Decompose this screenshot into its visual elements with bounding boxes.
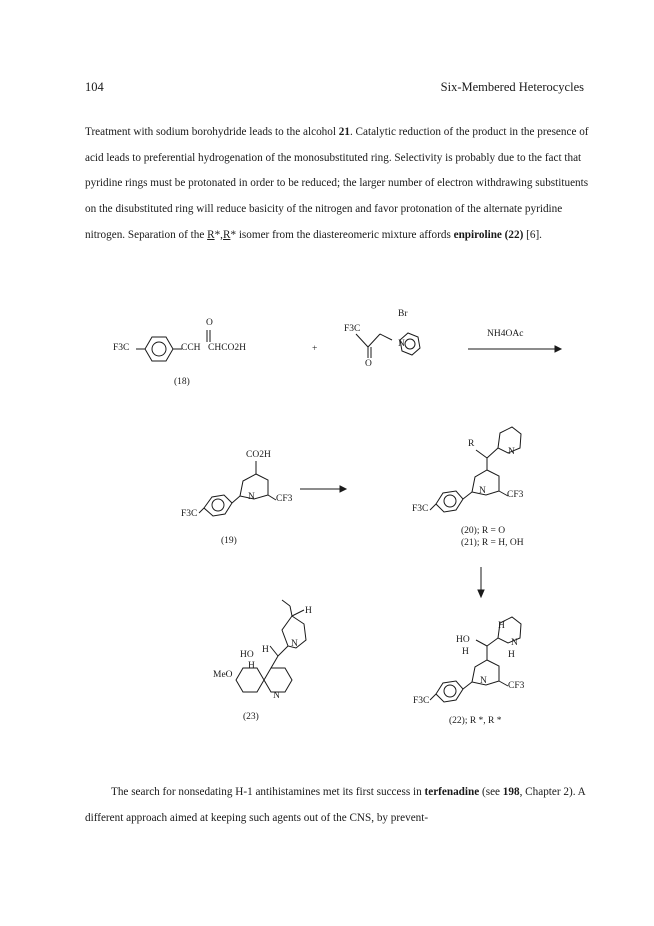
atom-meo: MeO [213,670,233,680]
atom-n: N [479,486,486,496]
underlined-r: R [222,228,231,241]
atom-n: N [248,492,255,502]
text-run: * isomer from the diastereomeric mixture affords [230,228,454,241]
text-run: (see [479,786,503,798]
atom-o: O [365,359,372,369]
pyridinium-salt-structure [356,333,420,358]
atom-f3c: F3C [181,509,198,519]
atom-ho: HO [456,635,470,645]
atom-n: N [273,691,280,701]
atom-r: R [468,439,475,449]
reagent-nh4oac: NH4OAc [487,329,524,339]
atom-chco2h: CHCO2H [208,343,247,353]
atom-h: H [508,650,515,660]
atom-cf3: CF3 [508,681,525,691]
reaction-arrows [300,346,561,597]
text-run: [6]. [523,228,542,241]
bold-198: 198 [502,786,520,798]
running-title: Six-Membered Heterocycles [440,80,584,94]
atom-n: N [291,639,298,649]
atom-h: H [248,661,255,671]
compound-label-19: (19) [221,536,237,546]
atom-h: H [462,647,469,657]
atom-f3c: F3C [344,324,361,334]
atom-n: N [508,447,515,457]
text-run: . Catalytic reduction of the product in the presence of acid leads to preferential hydrogenation of the monosubstituted ring. Selectivity is probably due to the fact that pyridine rings must be protonated in order to be reduced; the larger number of electron withdrawing substituents on the disubstituted ring will reduce basicity of the nitrogen and favor protonation of the alternate pyridine nitrogen. Separation of the [85,126,589,241]
structure-19 [199,461,276,516]
atom-f3c: F3C [412,504,429,514]
atom-h: H [498,621,505,631]
atom-br: Br [398,309,408,319]
atom-h: H [262,645,269,655]
paragraph-2 [85,780,595,831]
atom-cf3: CF3 [507,490,524,500]
atom-ho: HO [240,650,254,660]
underlined-r: R [207,228,215,241]
text-run: The search for nonsedating H-1 antihistamines met its first success in [111,786,425,798]
bold-terfenadine: terfenadine [424,786,480,798]
atom-co2h: CO2H [246,450,271,460]
atom-n: N [398,339,405,349]
atom-f3c: F3C [113,343,130,353]
atom-cf3: CF3 [276,494,293,504]
compound-label-22: (22); R *, R * [449,716,502,726]
text-run: *, [214,228,223,241]
text-run: Treatment with sodium borohydride leads to the alcohol [85,126,339,138]
bold-compound-21: 21 [338,126,350,138]
atom-cch: CCH [181,343,201,353]
plus-sign: + [312,344,318,354]
compound-label-18: (18) [174,377,190,387]
compound-label-23: (23) [243,712,259,722]
atom-n: N [480,676,487,686]
atom-n: N [511,638,518,648]
atom-h: H [305,606,312,616]
page-number: 104 [85,80,104,94]
text-run: , Chapter 2). A different approach aimed at keeping such agents out of the CNS, by prevent- [85,786,586,824]
bold-enpiroline: enpiroline (22) [453,228,524,241]
atom-o: O [206,318,213,328]
compound-label-21: (21); R = H, OH [461,538,524,548]
atom-f3c: F3C [413,696,430,706]
compound-label-20: (20); R = O [461,526,506,536]
